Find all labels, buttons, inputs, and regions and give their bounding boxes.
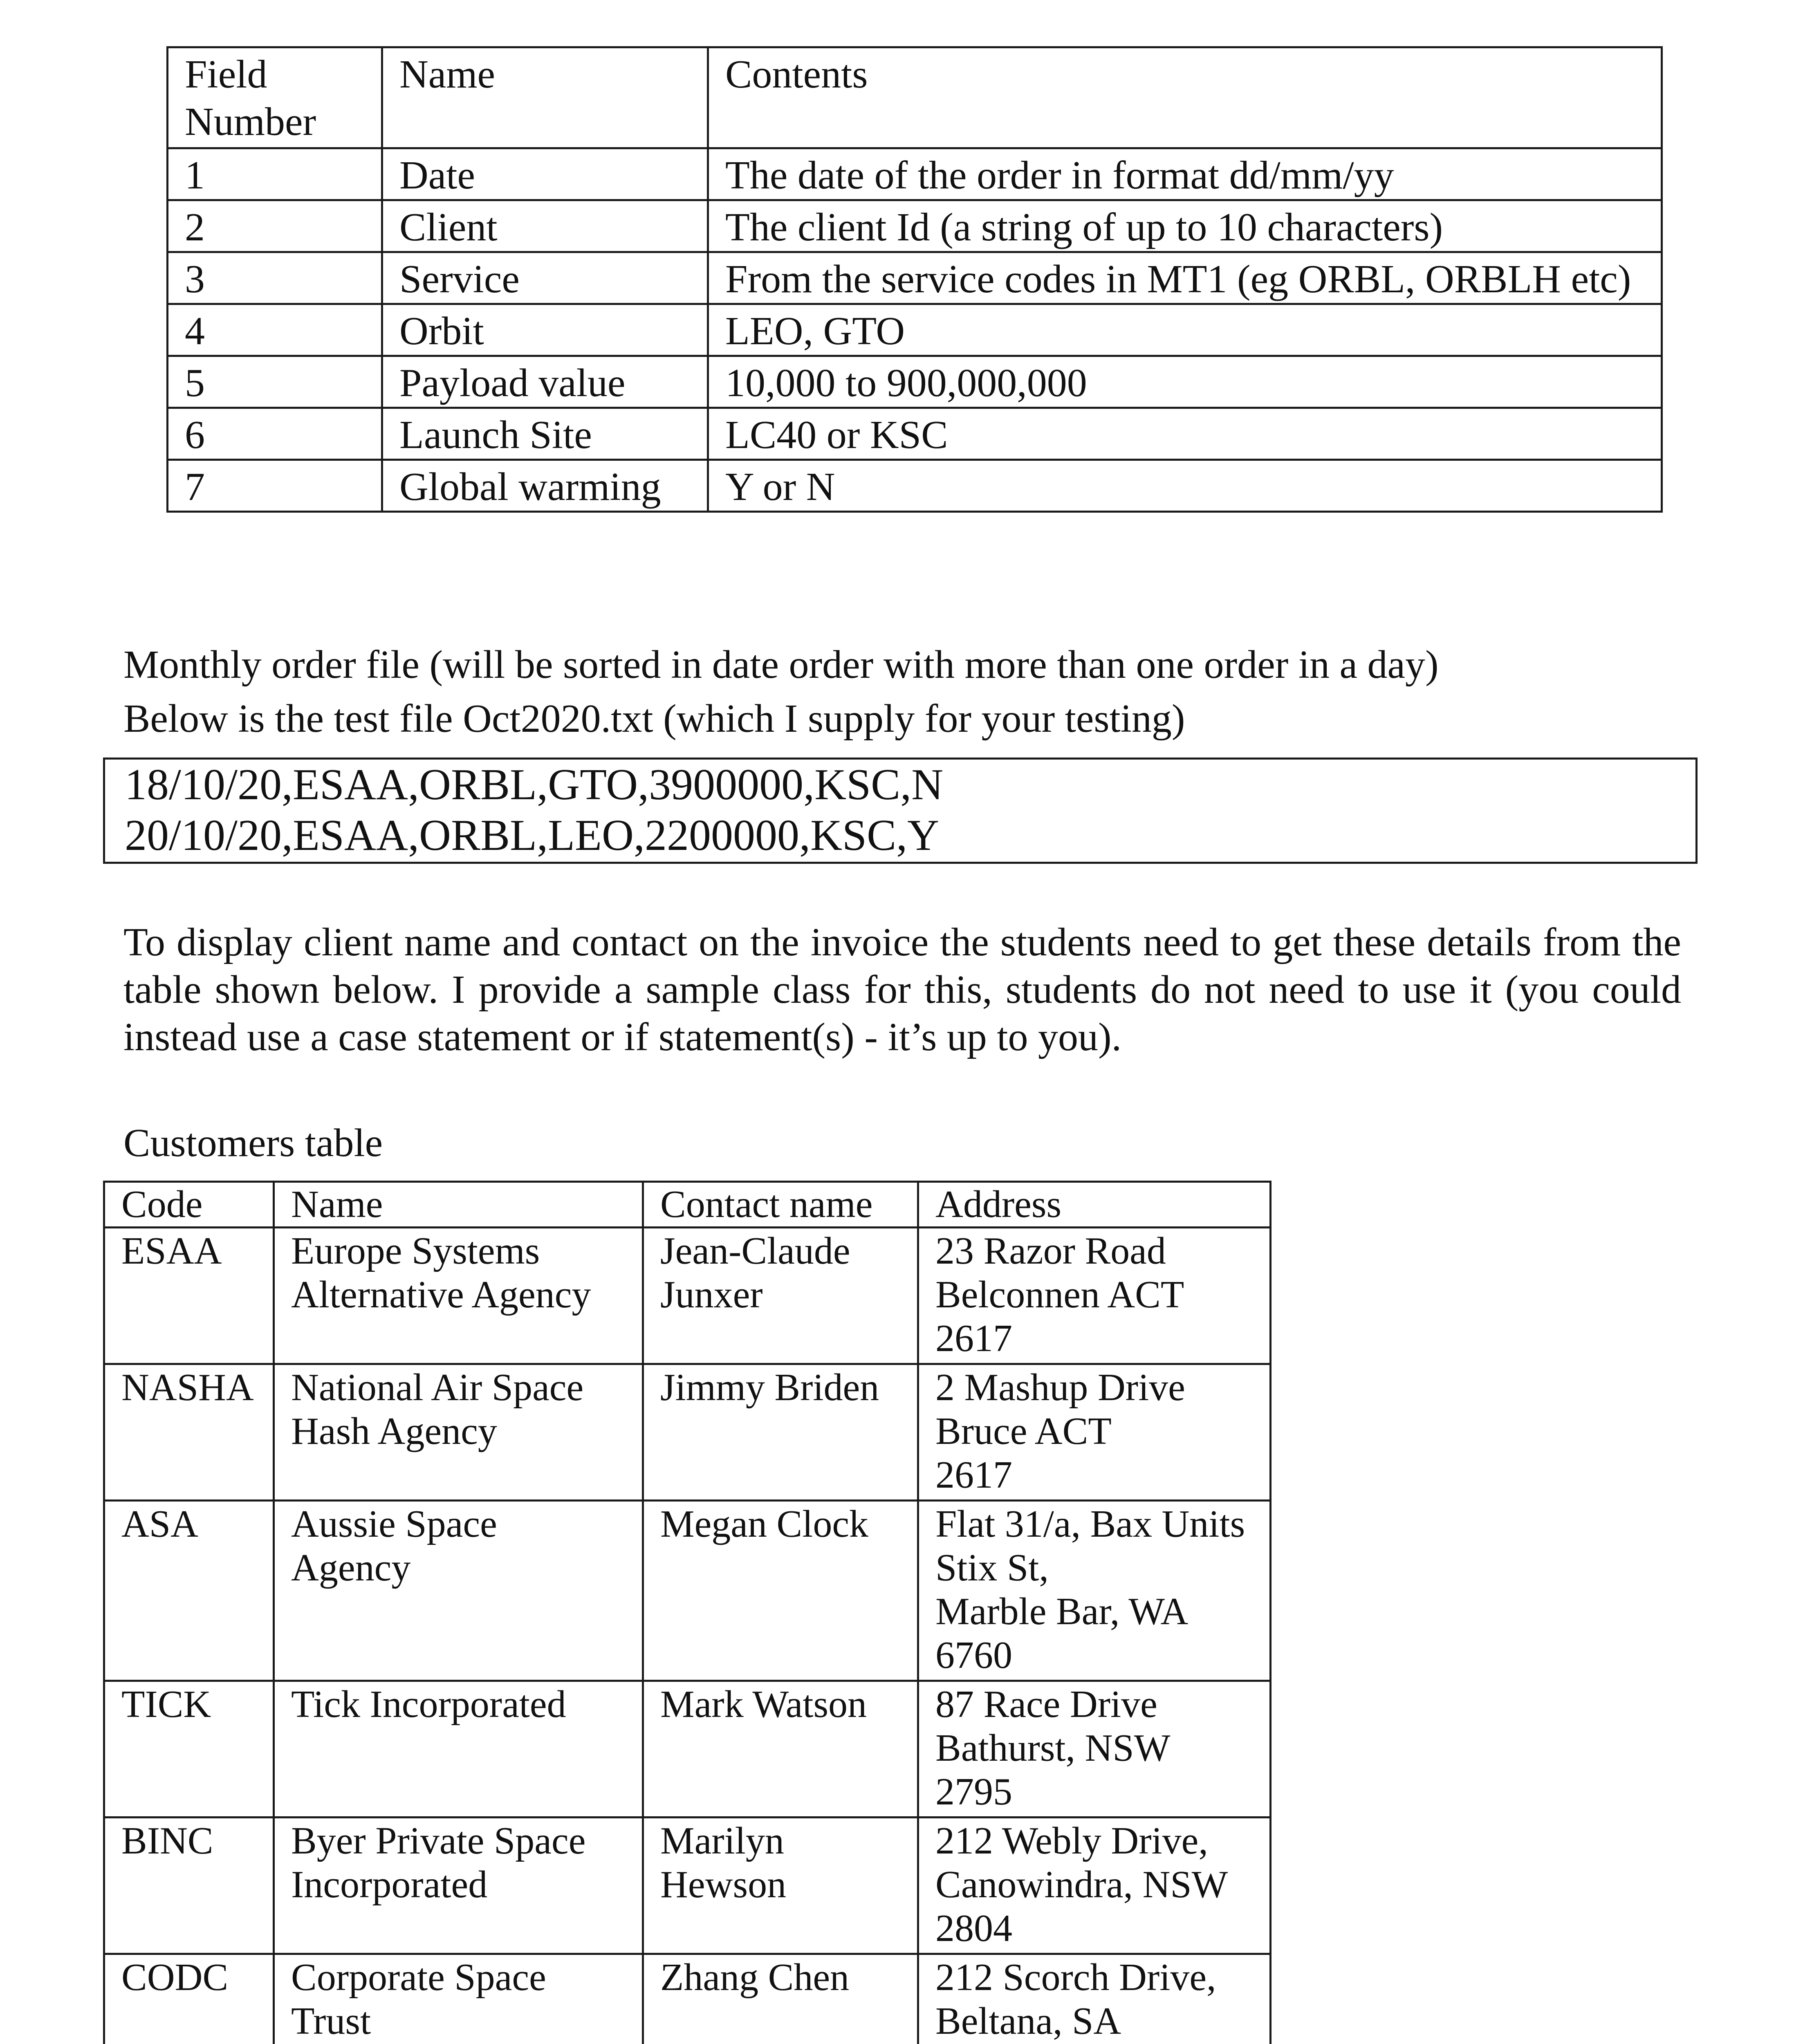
header-name: Name (274, 1182, 643, 1228)
customer-contact: Jean-Claude Junxer (643, 1228, 918, 1364)
table-row (104, 1364, 1271, 1501)
field-contents: 10,000 to 900,000,000 (708, 356, 1662, 408)
field-name: Launch Site (382, 408, 708, 460)
field-contents: The date of the order in format dd/mm/yy (708, 148, 1662, 200)
table-row (168, 408, 1662, 460)
customer-name: Europe Systems Alternative Agency (274, 1228, 643, 1364)
table-row (168, 200, 1662, 252)
field-number: 4 (168, 304, 382, 356)
customer-address: 212 Webly Drive, Canowindra, NSW 2804 (918, 1818, 1271, 1954)
table-row (104, 1681, 1271, 1818)
header-field-number: Field Number (168, 47, 382, 148)
customer-contact: Jimmy Briden (643, 1364, 918, 1501)
field-name: Service (382, 252, 708, 304)
order-fields-table (166, 46, 1663, 513)
file-line: 20/10/20,ESAA,ORBL,LEO,2200000,KSC,Y (125, 811, 940, 860)
customer-contact: Megan Clock (643, 1501, 918, 1681)
header-code: Code (104, 1182, 274, 1228)
header-address: Address (918, 1182, 1271, 1228)
table-row (104, 1501, 1271, 1681)
customer-address: 2 Mashup Drive Bruce ACT 2617 (918, 1364, 1271, 1501)
table-row (168, 148, 1662, 200)
field-contents: Y or N (708, 460, 1662, 512)
customer-address: 87 Race Drive Bathurst, NSW 2795 (918, 1681, 1271, 1818)
customer-address: 212 Scorch Drive, Beltana, SA (918, 1954, 1271, 2044)
customer-contact: Zhang Chen (643, 1954, 918, 2044)
customer-contact: Mark Watson (643, 1681, 918, 1818)
test-file-text: Below is the test file Oct2020.txt (which I supply for your testing) (123, 697, 1185, 741)
customer-code: ESAA (104, 1228, 274, 1364)
customers-table (103, 1181, 1272, 2044)
customer-code: BINC (104, 1818, 274, 1954)
monthly-order-text: Monthly order file (will be sorted in date order with more than one order in a day) (123, 643, 1439, 687)
field-contents: LEO, GTO (708, 304, 1662, 356)
customer-name: National Air Space Hash Agency (274, 1364, 643, 1501)
field-name: Global warming (382, 460, 708, 512)
field-number: 5 (168, 356, 382, 408)
customer-code: CODC (104, 1954, 274, 2044)
table-header-row (104, 1182, 1271, 1228)
customer-code: TICK (104, 1681, 274, 1818)
table-row (104, 1818, 1271, 1954)
table-row (168, 356, 1662, 408)
customer-address: Flat 31/a, Bax Units Stix St, Marble Bar, WA 6760 (918, 1501, 1271, 1681)
customer-name: Aussie Space Agency (274, 1501, 643, 1681)
header-name: Name (382, 47, 708, 148)
field-number: 1 (168, 148, 382, 200)
field-name: Payload value (382, 356, 708, 408)
file-line: 18/10/20,ESAA,ORBL,GTO,3900000,KSC,N (125, 760, 944, 809)
field-number: 7 (168, 460, 382, 512)
field-number: 3 (168, 252, 382, 304)
table-row (104, 1228, 1271, 1364)
field-name: Orbit (382, 304, 708, 356)
customer-name: Byer Private Space Incorporated (274, 1818, 643, 1954)
field-contents: From the service codes in MT1 (eg ORBL, ORBLH etc) (708, 252, 1662, 304)
table-header-row (168, 47, 1662, 148)
table-row (168, 304, 1662, 356)
test-file-box (103, 758, 1698, 864)
field-contents: LC40 or KSC (708, 408, 1662, 460)
customer-code: NASHA (104, 1364, 274, 1501)
header-contents: Contents (708, 47, 1662, 148)
table-row (168, 460, 1662, 512)
customer-name: Corporate Space Trust (274, 1954, 643, 2044)
field-contents: The client Id (a string of up to 10 characters) (708, 200, 1662, 252)
table-row (104, 1954, 1271, 2044)
field-name: Client (382, 200, 708, 252)
invoice-paragraph: To display client name and contact on the invoice the students need to get these details from the table shown below. I provide a sample class for this, students do not need to use it (you could instead use a case statement or if statement(s) - it’s up to you). (123, 920, 1681, 1059)
customer-address: 23 Razor Road Belconnen ACT 2617 (918, 1228, 1271, 1364)
header-contact: Contact name (643, 1182, 918, 1228)
field-number: 2 (168, 200, 382, 252)
field-name: Date (382, 148, 708, 200)
customer-name: Tick Incorporated (274, 1681, 643, 1818)
table-row (168, 252, 1662, 304)
customer-code: ASA (104, 1501, 274, 1681)
customers-table-title: Customers table (123, 1121, 383, 1165)
field-number: 6 (168, 408, 382, 460)
customer-contact: Marilyn Hewson (643, 1818, 918, 1954)
